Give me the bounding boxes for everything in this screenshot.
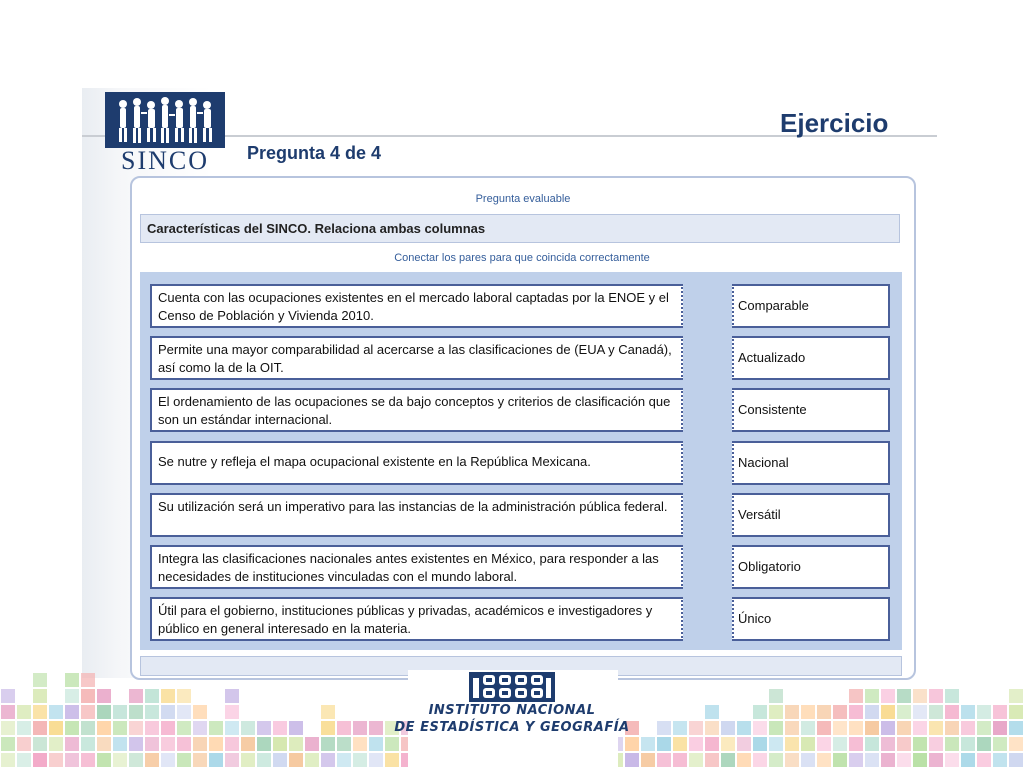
org-name-line2: DE ESTADÍSTICA Y GEOGRAFÍA (394, 720, 630, 735)
right-item-3[interactable]: Consistente (732, 388, 890, 432)
decorative-square (161, 705, 175, 719)
decorative-square (193, 753, 207, 767)
decorative-square (657, 721, 671, 735)
decorative-square (241, 737, 255, 751)
decorative-square (33, 689, 47, 703)
decorative-square (705, 721, 719, 735)
decorative-square (897, 721, 911, 735)
decorative-square (769, 753, 783, 767)
decorative-square (1009, 737, 1023, 751)
decorative-square (961, 721, 975, 735)
decorative-square (65, 753, 79, 767)
decorative-square (97, 689, 111, 703)
decorative-square (273, 737, 287, 751)
decorative-square (321, 705, 335, 719)
decorative-square (961, 705, 975, 719)
decorative-square (625, 753, 639, 767)
org-name-line1: INSTITUTO NACIONAL (428, 703, 596, 718)
right-item-6[interactable]: Obligatorio (732, 545, 890, 589)
decorative-square (97, 753, 111, 767)
decorative-square (785, 705, 799, 719)
decorative-square (673, 737, 687, 751)
decorative-square (881, 705, 895, 719)
decorative-square (81, 705, 95, 719)
decorative-square (817, 705, 831, 719)
right-item-5[interactable]: Versátil (732, 493, 890, 537)
decorative-square (865, 721, 879, 735)
decorative-square (161, 753, 175, 767)
decorative-square (353, 721, 367, 735)
decorative-square (721, 737, 735, 751)
decorative-square (801, 737, 815, 751)
question-type-label: Pregunta evaluable (475, 193, 571, 205)
decorative-square (977, 705, 991, 719)
decorative-square (641, 737, 655, 751)
decorative-square (241, 753, 255, 767)
decorative-square (193, 737, 207, 751)
decorative-square (33, 737, 47, 751)
decorative-square (193, 721, 207, 735)
decorative-square (801, 705, 815, 719)
decorative-square (929, 737, 943, 751)
decorative-square (817, 721, 831, 735)
decorative-square (849, 705, 863, 719)
decorative-square (897, 705, 911, 719)
decorative-square (849, 689, 863, 703)
decorative-square (145, 753, 159, 767)
decorative-square (385, 753, 399, 767)
decorative-square (689, 737, 703, 751)
decorative-square (929, 705, 943, 719)
decorative-square (385, 737, 399, 751)
decorative-square (945, 737, 959, 751)
decorative-square (977, 721, 991, 735)
decorative-square (353, 753, 367, 767)
decorative-square (145, 705, 159, 719)
decorative-square (1009, 753, 1023, 767)
decorative-square (945, 705, 959, 719)
decorative-square (689, 721, 703, 735)
decorative-square (897, 737, 911, 751)
decorative-square (33, 705, 47, 719)
decorative-square (769, 689, 783, 703)
decorative-square (353, 737, 367, 751)
decorative-square (929, 753, 943, 767)
decorative-square (801, 721, 815, 735)
decorative-square (65, 705, 79, 719)
decorative-square (225, 737, 239, 751)
decorative-square (161, 737, 175, 751)
decorative-square (161, 721, 175, 735)
decorative-square (65, 737, 79, 751)
decorative-square (785, 753, 799, 767)
right-item-4[interactable]: Nacional (732, 441, 890, 485)
decorative-square (817, 753, 831, 767)
decorative-square (881, 753, 895, 767)
decorative-square (833, 705, 847, 719)
decorative-square (673, 721, 687, 735)
decorative-square (33, 753, 47, 767)
decorative-square (257, 753, 271, 767)
decorative-square (129, 737, 143, 751)
decorative-square (737, 721, 751, 735)
decorative-square (241, 721, 255, 735)
decorative-square (225, 705, 239, 719)
question-progress: Pregunta 4 de 4 (247, 143, 382, 163)
question-prompt: Características del SINCO. Relaciona ambas columnas (140, 214, 900, 243)
decorative-square (897, 753, 911, 767)
decorative-square (17, 737, 31, 751)
decorative-square (49, 705, 63, 719)
decorative-square (753, 721, 767, 735)
decorative-square (49, 737, 63, 751)
decorative-square (929, 689, 943, 703)
decorative-square (1, 689, 15, 703)
decorative-square (625, 737, 639, 751)
decorative-square (129, 721, 143, 735)
decorative-square (753, 705, 767, 719)
decorative-square (913, 705, 927, 719)
decorative-square (305, 737, 319, 751)
decorative-square (289, 721, 303, 735)
decorative-square (81, 689, 95, 703)
decorative-square (993, 737, 1007, 751)
decorative-square (721, 721, 735, 735)
decorative-square (17, 721, 31, 735)
decorative-square (97, 721, 111, 735)
decorative-square (849, 721, 863, 735)
decorative-square (81, 673, 95, 687)
decorative-square (225, 753, 239, 767)
decorative-square (145, 689, 159, 703)
decorative-square (993, 753, 1007, 767)
decorative-square (129, 753, 143, 767)
decorative-square (273, 753, 287, 767)
decorative-square (177, 737, 191, 751)
decorative-square (145, 721, 159, 735)
decorative-square (113, 737, 127, 751)
decorative-square (17, 753, 31, 767)
right-item-7[interactable]: Único (732, 597, 890, 641)
decorative-square (897, 689, 911, 703)
logo-wordmark: SINCO (120, 146, 209, 175)
decorative-square (49, 721, 63, 735)
decorative-square (97, 737, 111, 751)
decorative-square (177, 689, 191, 703)
decorative-square (977, 753, 991, 767)
decorative-square (289, 737, 303, 751)
decorative-square (769, 705, 783, 719)
decorative-square (1009, 705, 1023, 719)
decorative-square (689, 753, 703, 767)
left-item-5[interactable]: Su utilización será un imperativo para las instancias de la administración pública federal. (150, 493, 683, 537)
left-item-7[interactable]: Útil para el gobierno, instituciones públicas y privadas, académicos e investigadores y público en general interesado en la materia. (150, 597, 683, 641)
decorative-square (209, 737, 223, 751)
decorative-square (881, 689, 895, 703)
decorative-square (993, 721, 1007, 735)
decorative-square (881, 721, 895, 735)
decorative-square (673, 753, 687, 767)
decorative-square (705, 737, 719, 751)
decorative-square (97, 705, 111, 719)
decorative-square (865, 689, 879, 703)
decorative-square (33, 673, 47, 687)
decorative-square (129, 689, 143, 703)
decorative-square (865, 753, 879, 767)
right-item-2[interactable]: Actualizado (732, 336, 890, 380)
decorative-square (913, 737, 927, 751)
decorative-square (785, 737, 799, 751)
decorative-square (49, 753, 63, 767)
sinco-logo-icon (105, 92, 225, 148)
decorative-square (369, 753, 383, 767)
decorative-square (945, 689, 959, 703)
decorative-square (865, 737, 879, 751)
decorative-square (161, 689, 175, 703)
decorative-square (1009, 721, 1023, 735)
left-item-6[interactable]: Integra las clasificaciones nacionales antes existentes en México, para responder a las necesidades de instituciones vinculadas con el mundo laboral. (150, 545, 683, 589)
decorative-square (961, 753, 975, 767)
decorative-square (369, 721, 383, 735)
decorative-square (849, 753, 863, 767)
decorative-square (769, 737, 783, 751)
decorative-square (209, 753, 223, 767)
decorative-square (337, 721, 351, 735)
decorative-square (945, 721, 959, 735)
decorative-square (289, 753, 303, 767)
decorative-square (801, 753, 815, 767)
decorative-square (257, 737, 271, 751)
decorative-square (1, 753, 15, 767)
decorative-square (721, 753, 735, 767)
decorative-square (769, 721, 783, 735)
decorative-square (833, 721, 847, 735)
decorative-square (17, 705, 31, 719)
decorative-square (865, 705, 879, 719)
decorative-square (1, 705, 15, 719)
decorative-square (945, 753, 959, 767)
decorative-square (209, 721, 223, 735)
decorative-square (337, 753, 351, 767)
right-item-1[interactable]: Comparable (732, 284, 890, 328)
decorative-square (1, 737, 15, 751)
left-item-4[interactable]: Se nutre y refleja el mapa ocupacional existente en la República Mexicana. (150, 441, 683, 485)
left-item-2[interactable]: Permite una mayor comparabilidad al acercarse a las clasificaciones de (EUA y Canadá), así como la de la OIT. (150, 336, 683, 380)
decorative-square (305, 753, 319, 767)
decorative-square (65, 673, 79, 687)
decorative-square (65, 721, 79, 735)
decorative-square (129, 705, 143, 719)
left-item-3[interactable]: El ordenamiento de las ocupaciones se da bajo conceptos y criterios de clasificación que son un estándar internacional. (150, 388, 683, 432)
decorative-square (849, 737, 863, 751)
page-title: Ejercicio (780, 108, 889, 138)
decorative-square (785, 721, 799, 735)
decorative-square (993, 705, 1007, 719)
decorative-square (977, 737, 991, 751)
decorative-square (113, 753, 127, 767)
decorative-square (337, 737, 351, 751)
decorative-square (913, 689, 927, 703)
decorative-square (753, 753, 767, 767)
decorative-square (369, 737, 383, 751)
decorative-square (929, 721, 943, 735)
decorative-square (81, 721, 95, 735)
decorative-square (641, 753, 655, 767)
decorative-square (321, 721, 335, 735)
decorative-square (737, 737, 751, 751)
question-instruction: Conectar los pares para que coincida correctamente (394, 252, 650, 264)
decorative-square (881, 737, 895, 751)
decorative-square (113, 721, 127, 735)
decorative-square (913, 753, 927, 767)
decorative-square (113, 705, 127, 719)
decorative-square (225, 721, 239, 735)
decorative-square (33, 721, 47, 735)
decorative-square (257, 721, 271, 735)
decorative-square (833, 737, 847, 751)
decorative-square (177, 705, 191, 719)
decorative-square (81, 753, 95, 767)
left-item-1[interactable]: Cuenta con las ocupaciones existentes en el mercado laboral captadas por la ENOE y el Censo de Población y Vivienda 2010. (150, 284, 683, 328)
decorative-square (225, 689, 239, 703)
decorative-square (321, 737, 335, 751)
decorative-square (913, 721, 927, 735)
decorative-square (273, 721, 287, 735)
decorative-square (817, 737, 831, 751)
inegi-emblem-icon (469, 672, 555, 707)
decorative-square (657, 737, 671, 751)
decorative-square (177, 721, 191, 735)
decorative-square (81, 737, 95, 751)
decorative-square (1009, 689, 1023, 703)
decorative-square (321, 753, 335, 767)
decorative-square (657, 753, 671, 767)
decorative-square (705, 753, 719, 767)
decorative-square (753, 737, 767, 751)
decorative-square (1, 721, 15, 735)
decorative-square (961, 737, 975, 751)
decorative-square (705, 705, 719, 719)
decorative-square (177, 753, 191, 767)
decorative-square (193, 705, 207, 719)
decorative-square (65, 689, 79, 703)
decorative-square (737, 753, 751, 767)
decorative-square (145, 737, 159, 751)
decorative-square (833, 753, 847, 767)
